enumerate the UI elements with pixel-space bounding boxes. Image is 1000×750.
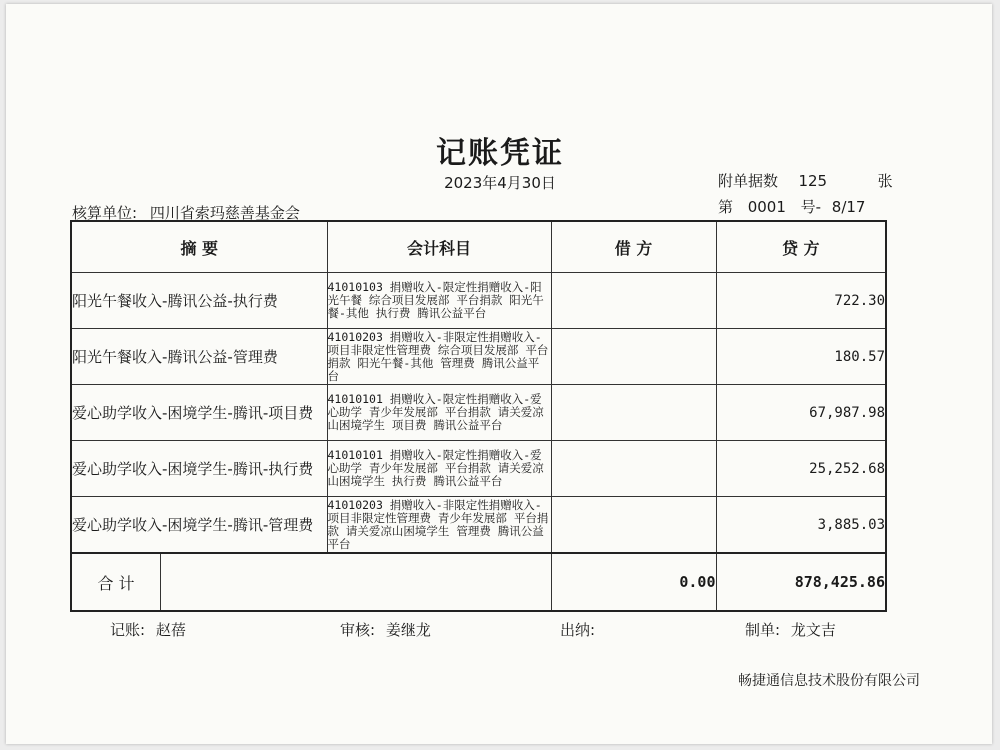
unit-label: 核算单位: bbox=[72, 204, 138, 222]
software-company: 畅捷通信息技术股份有限公司 bbox=[738, 673, 920, 689]
voucher-date: 2023年4月30日 bbox=[444, 174, 556, 192]
preparer-name: 龙文吉 bbox=[790, 621, 836, 639]
attachment-count bbox=[718, 170, 893, 191]
document-title: 记账凭证 bbox=[436, 136, 564, 171]
table-row bbox=[71, 441, 886, 497]
table-row bbox=[71, 273, 886, 329]
reviewer-signature bbox=[340, 619, 431, 640]
total-label: 合 计 bbox=[72, 554, 161, 610]
row-summary: 爱心助学收入-困境学生-腾讯-项目费 bbox=[71, 385, 327, 441]
row-credit: 722.30 bbox=[716, 273, 886, 329]
row-subject: 41010103 捐赠收入-限定性捐赠收入-阳光午餐 综合项目发展部 平台捐款 阳光午餐-其他 执行费 腾讯公益平台 bbox=[327, 273, 551, 329]
voucher-middle: 号- bbox=[800, 198, 821, 216]
row-subject: 41010203 捐赠收入-非限定性捐赠收入-项目非限定性管理费 综合项目发展部 平台捐款 阳光午餐-其他 管理费 腾讯公益平台 bbox=[327, 329, 551, 385]
cashier-label: 出纳: bbox=[560, 621, 596, 639]
total-blank bbox=[161, 554, 551, 610]
row-summary: 爱心助学收入-困境学生-腾讯-管理费 bbox=[71, 497, 327, 554]
header-summary: 摘 要 bbox=[71, 221, 327, 273]
row-debit bbox=[551, 441, 716, 497]
row-debit bbox=[551, 273, 716, 329]
attachment-label: 附单据数 bbox=[718, 172, 779, 190]
bookkeeper-signature bbox=[110, 619, 186, 640]
bookkeeper-label: 记账: bbox=[110, 621, 146, 639]
reviewer-label: 审核: bbox=[340, 621, 376, 639]
row-debit bbox=[551, 497, 716, 554]
row-subject: 41010101 捐赠收入-限定性捐赠收入-爱心助学 青少年发展部 平台捐款 请关爱凉山困境学生 执行费 腾讯公益平台 bbox=[327, 441, 551, 497]
bookkeeper-name: 赵蓓 bbox=[155, 621, 186, 639]
row-subject: 41010203 捐赠收入-非限定性捐赠收入-项目非限定性管理费 青少年发展部 平台捐款 请关爱凉山困境学生 管理费 腾讯公益平台 bbox=[327, 497, 551, 554]
row-debit bbox=[551, 385, 716, 441]
unit-value: 四川省索玛慈善基金会 bbox=[149, 204, 300, 222]
preparer-label: 制单: bbox=[745, 621, 781, 639]
row-credit: 67,987.98 bbox=[716, 385, 886, 441]
preparer-signature bbox=[745, 619, 836, 640]
header-credit: 贷 方 bbox=[716, 221, 886, 273]
voucher-no: 0001 bbox=[747, 198, 786, 216]
total-debit: 0.00 bbox=[551, 553, 716, 611]
row-credit: 3,885.03 bbox=[716, 497, 886, 554]
cashier-signature bbox=[560, 619, 601, 640]
table-header-row bbox=[71, 221, 886, 273]
row-credit: 180.57 bbox=[716, 329, 886, 385]
voucher-table bbox=[70, 220, 887, 612]
row-subject: 41010101 捐赠收入-限定性捐赠收入-爱心助学 青少年发展部 平台捐款 请关爱凉山困境学生 项目费 腾讯公益平台 bbox=[327, 385, 551, 441]
voucher-prefix: 第 bbox=[718, 198, 734, 216]
row-credit: 25,252.68 bbox=[716, 441, 886, 497]
total-credit: 878,425.86 bbox=[716, 553, 886, 611]
table-row bbox=[71, 385, 886, 441]
attachment-unit: 张 bbox=[877, 172, 893, 190]
attachment-number: 125 bbox=[798, 172, 828, 190]
table-row bbox=[71, 497, 886, 554]
header-subject: 会计科目 bbox=[327, 221, 551, 273]
voucher-page: 8/17 bbox=[831, 198, 866, 216]
header-debit: 借 方 bbox=[551, 221, 716, 273]
row-summary: 阳光午餐收入-腾讯公益-执行费 bbox=[71, 273, 327, 329]
row-summary: 爱心助学收入-困境学生-腾讯-执行费 bbox=[71, 441, 327, 497]
row-summary: 阳光午餐收入-腾讯公益-管理费 bbox=[71, 329, 327, 385]
total-row bbox=[71, 553, 886, 611]
total-cell bbox=[71, 553, 551, 611]
reviewer-name: 姜继龙 bbox=[385, 621, 431, 639]
row-debit bbox=[551, 329, 716, 385]
table-row bbox=[71, 329, 886, 385]
voucher-number bbox=[718, 196, 865, 217]
